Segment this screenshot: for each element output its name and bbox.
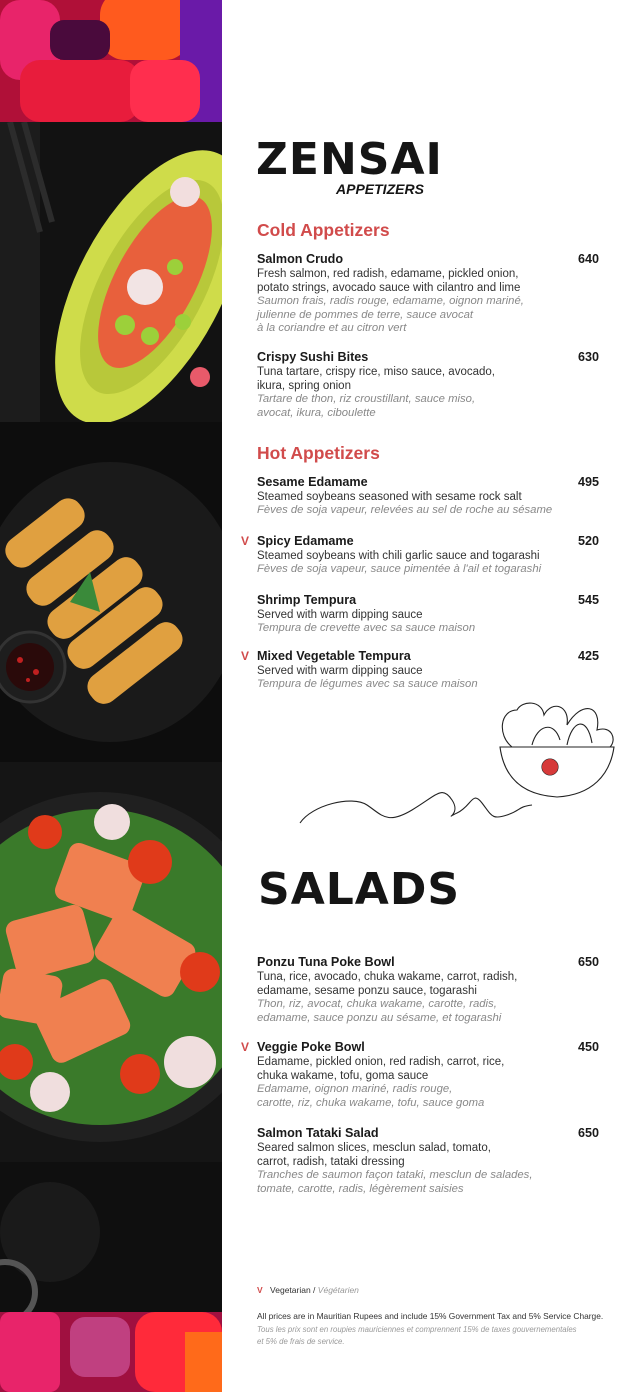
menu-item-veggie-poke-bowl <box>241 1040 599 1110</box>
item-description-fr: Thon, riz, avocat, chuka wakame, carotte, radis, edamame, sauce ponzu au sésame, et togarashi <box>257 998 502 1024</box>
item-price: 630 <box>577 350 599 364</box>
item-name: Mixed Vegetable Tempura <box>257 649 411 663</box>
abstract-art-bottom <box>0 1312 222 1392</box>
item-description-fr: Edamame, oignon mariné, radis rouge, carotte, riz, chuka wakame, tofu, sauce goma <box>257 1083 485 1109</box>
salmon-crudo-photo <box>0 122 222 422</box>
salmon-salad-photo <box>0 762 222 1162</box>
appetizers-subtitle: APPETIZERS <box>336 181 424 197</box>
item-price: 425 <box>577 649 599 663</box>
shrimp-tempura-photo <box>0 422 222 762</box>
item-name: Ponzu Tuna Poke Bowl <box>257 955 395 969</box>
item-description-fr: Tempura de crevette avec sa sauce maison <box>257 622 476 634</box>
item-description-en: Steamed soybeans with chili garlic sauce and togarashi <box>257 550 540 562</box>
price-note-en: All prices are in Mauritian Rupees and include 15% Government Tax and 5% Service Charge. <box>257 1311 604 1321</box>
item-price: 640 <box>577 252 599 266</box>
item-description-fr: Tempura de légumes avec sa sauce maison <box>257 678 478 690</box>
item-description-en: Served with warm dipping sauce <box>257 665 423 677</box>
zensai-title: ZENSAI <box>256 134 443 185</box>
item-name: Crispy Sushi Bites <box>257 350 369 364</box>
vegetarian-icon: V <box>241 1040 250 1054</box>
salads-title: SALADS <box>258 864 461 915</box>
item-description-en: Tuna, rice, avocado, chuka wakame, carrot, radish, edamame, sesame ponzu sauce, togarashi <box>257 971 518 997</box>
legend-label-en: Vegetarian / <box>270 1285 316 1295</box>
vegetarian-icon: V <box>257 1285 263 1295</box>
item-description-en: Edamame, pickled onion, red radish, carrot, rice, chuka wakame, tofu, goma sauce <box>257 1056 505 1082</box>
menu-item-ponzu-tuna-poke-bowl <box>257 955 599 1025</box>
salad-bowl-illustration <box>292 695 622 845</box>
menu-item-spicy-edamame <box>241 534 599 577</box>
item-description-fr: Fèves de soja vapeur, sauce pimentée à l'ail et togarashi <box>257 563 542 575</box>
menu-item-sesame-edamame <box>257 475 599 518</box>
menu-item-salmon-tataki-salad <box>257 1126 599 1196</box>
vegetarian-legend <box>257 1285 359 1295</box>
item-description-en: Tuna tartare, crispy rice, miso sauce, avocado, ikura, spring onion <box>257 366 495 392</box>
price-note-fr: Tous les prix sont en roupies mauriciennes et comprennent 15% de taxes gouvernementales et 5% de frais de service. <box>257 1325 577 1346</box>
item-description-fr: Saumon frais, radis rouge, edamame, oignon mariné, julienne de pommes de terre, sauce avocat à la coriandre et au citron vert <box>257 295 524 334</box>
menu-item-crispy-sushi-bites <box>257 350 599 420</box>
item-description-fr: Fèves de soja vapeur, relevées au sel de roche au sésame <box>257 504 553 516</box>
item-description-en: Fresh salmon, red radish, edamame, pickled onion, potato strings, avocado sauce with cilantro and lime <box>257 268 521 294</box>
cold-appetizers-heading: Cold Appetizers <box>257 220 390 240</box>
dark-table-photo <box>0 1162 222 1312</box>
item-name: Spicy Edamame <box>257 534 354 548</box>
item-name: Sesame Edamame <box>257 475 368 489</box>
item-name: Salmon Tataki Salad <box>257 1126 379 1140</box>
vegetarian-icon: V <box>241 649 250 663</box>
menu-item-shrimp-tempura <box>257 593 599 636</box>
item-price: 450 <box>577 1040 599 1054</box>
menu-item-mixed-vegetable-tempura <box>241 649 599 692</box>
item-description-fr: Tranches de saumon façon tataki, mesclun de salades, tomate, carotte, radis, légèrement saisies <box>257 1169 533 1195</box>
item-name: Salmon Crudo <box>257 252 344 266</box>
photo-column <box>0 0 222 1392</box>
item-price: 545 <box>577 593 599 607</box>
item-price: 495 <box>577 475 599 489</box>
hot-appetizers-heading: Hot Appetizers <box>257 443 380 463</box>
item-price: 520 <box>577 534 599 548</box>
item-name: Veggie Poke Bowl <box>257 1040 365 1054</box>
item-name: Shrimp Tempura <box>257 593 357 607</box>
item-price: 650 <box>577 1126 599 1140</box>
item-description-en: Steamed soybeans seasoned with sesame rock salt <box>257 491 522 503</box>
item-price: 650 <box>577 955 599 969</box>
menu-item-salmon-crudo <box>257 252 599 336</box>
item-description-fr: Tartare de thon, riz croustillant, sauce miso, avocat, ikura, ciboulette <box>257 393 476 419</box>
item-description-en: Seared salmon slices, mesclun salad, tomato, carrot, radish, tataki dressing <box>257 1142 491 1168</box>
menu-panel <box>222 0 640 1392</box>
legend-label-fr: Végétarien <box>317 1285 359 1295</box>
abstract-art-top <box>0 0 222 122</box>
item-description-en: Served with warm dipping sauce <box>257 609 423 621</box>
vegetarian-icon: V <box>241 534 250 548</box>
